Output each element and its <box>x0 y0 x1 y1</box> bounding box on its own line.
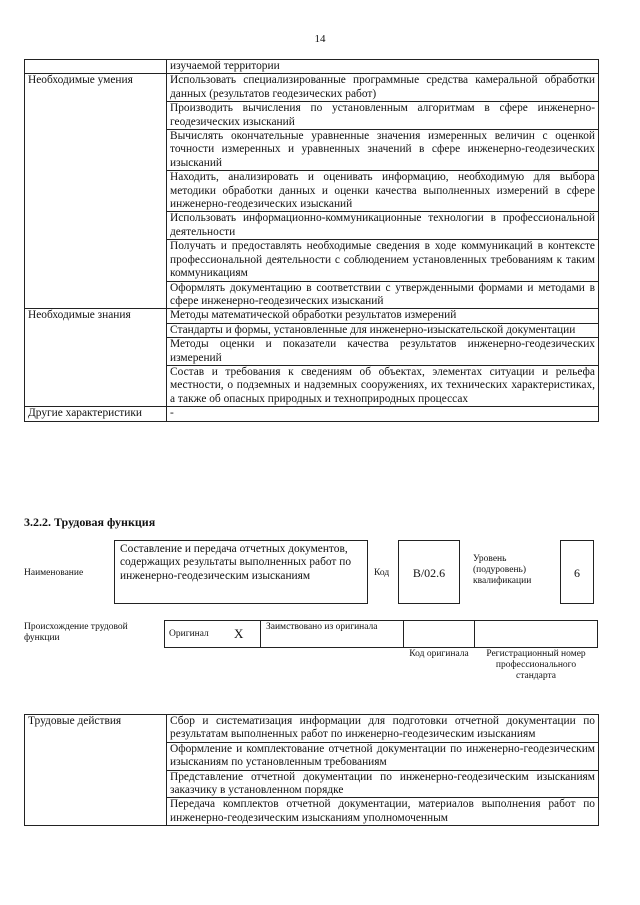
code-label: Код <box>374 568 390 578</box>
borrowed-label: Заимствовано из оригинала <box>266 622 378 632</box>
row-label: Необходимые умения <box>25 74 167 309</box>
row-item: Представление отчетной документации по инженерно-геодезическим изысканиям заказчику в установленном порядке <box>167 770 599 798</box>
table-row <box>25 407 599 421</box>
skills-table-body <box>25 60 599 422</box>
row-item: Сбор и систематизация информации для подготовки отчетной документации по результатам выполненных работ по инженерно-геодезическим изысканиям <box>167 715 599 743</box>
row-label: Другие характеристики <box>25 407 167 421</box>
row-item: Вычислять окончательные уравненные значения измеренных величин с оценкой точности измеренных и уравненных значений в сфере инженерно-геодезических изысканий <box>167 130 599 171</box>
row-item: Использовать информационно-коммуникационные технологии в профессиональной деятельности <box>167 212 599 240</box>
table-row <box>25 715 599 743</box>
row-item: Методы математической обработки результатов измерений <box>167 309 599 323</box>
function-name-value: Составление и передача отчетных документов, содержащих результаты выполненных работ по инженерно-геодезическим изысканиям <box>114 540 368 604</box>
row-item: изучаемой территории <box>167 60 599 74</box>
code-caption: Код оригинала <box>409 649 469 659</box>
actions-table-body <box>25 715 599 826</box>
row-item: Оформление и комплектование отчетной документации по инженерно-геодезическим изысканиям по установленным требованиям <box>167 742 599 770</box>
row-label: Необходимые знания <box>25 309 167 407</box>
section-heading: 3.2.2. Трудовая функция <box>24 515 156 529</box>
row-item: Производить вычисления по установленным алгоритмам в сфере инженерно-геодезических изысканий <box>167 102 599 130</box>
table-row <box>25 74 599 102</box>
row-label: Трудовые действия <box>25 715 167 826</box>
row-label <box>25 60 167 74</box>
original-label: Оригинал <box>169 629 209 639</box>
original-code-cell <box>403 620 475 648</box>
table-row <box>25 309 599 323</box>
labour-actions-table <box>24 714 599 826</box>
row-item: Оформлять документацию в соответствии с утвержденными формами и методами в сфере инженерно-геодезических изысканий <box>167 281 599 309</box>
row-item: Передача комплектов отчетной документации, материалов выполнения работ по инженерно-геодезическим изысканиям уполномоченным <box>167 798 599 826</box>
row-item: Находить, анализировать и оценивать информацию, необходимую для выбора методики обработки данных и оценки качества выполненных измерений в сфере инженерно-геодезических изысканий <box>167 171 599 212</box>
row-item: Состав и требования к сведениям об объектах, элементах ситуации и рельефа местности, о подземных и надземных сооружениях, их технических характеристиках, а также об опасных природных и техноприродных процессах <box>167 365 599 406</box>
origin-label: Происхождение трудовой функции <box>24 622 128 643</box>
function-name-label: Наименование <box>24 568 84 578</box>
row-item: Стандарты и формы, установленные для инженерно-изыскательской документации <box>167 323 599 337</box>
row-item: - <box>167 407 599 421</box>
row-item: Получать и предоставлять необходимые сведения в ходе коммуникаций в контексте профессиональной деятельности с соблюдением установленных требованиям к таким коммуникациям <box>167 240 599 281</box>
page-number: 14 <box>314 33 326 45</box>
row-item: Использовать специализированные программные средства камеральной обработки данных (результатов геодезических работ) <box>167 74 599 102</box>
original-mark: X <box>234 626 244 641</box>
skills-knowledge-table <box>24 59 599 422</box>
code-value: B/02.6 <box>398 540 460 604</box>
table-row <box>25 60 599 74</box>
registration-caption: Регистрационный номер профессионального стандарта <box>486 649 586 681</box>
level-value: 6 <box>560 540 594 604</box>
level-label: Уровень (подуровень) квалификации <box>473 554 532 586</box>
row-item: Методы оценки и показатели качества результатов инженерно-геодезических измерений <box>167 338 599 366</box>
